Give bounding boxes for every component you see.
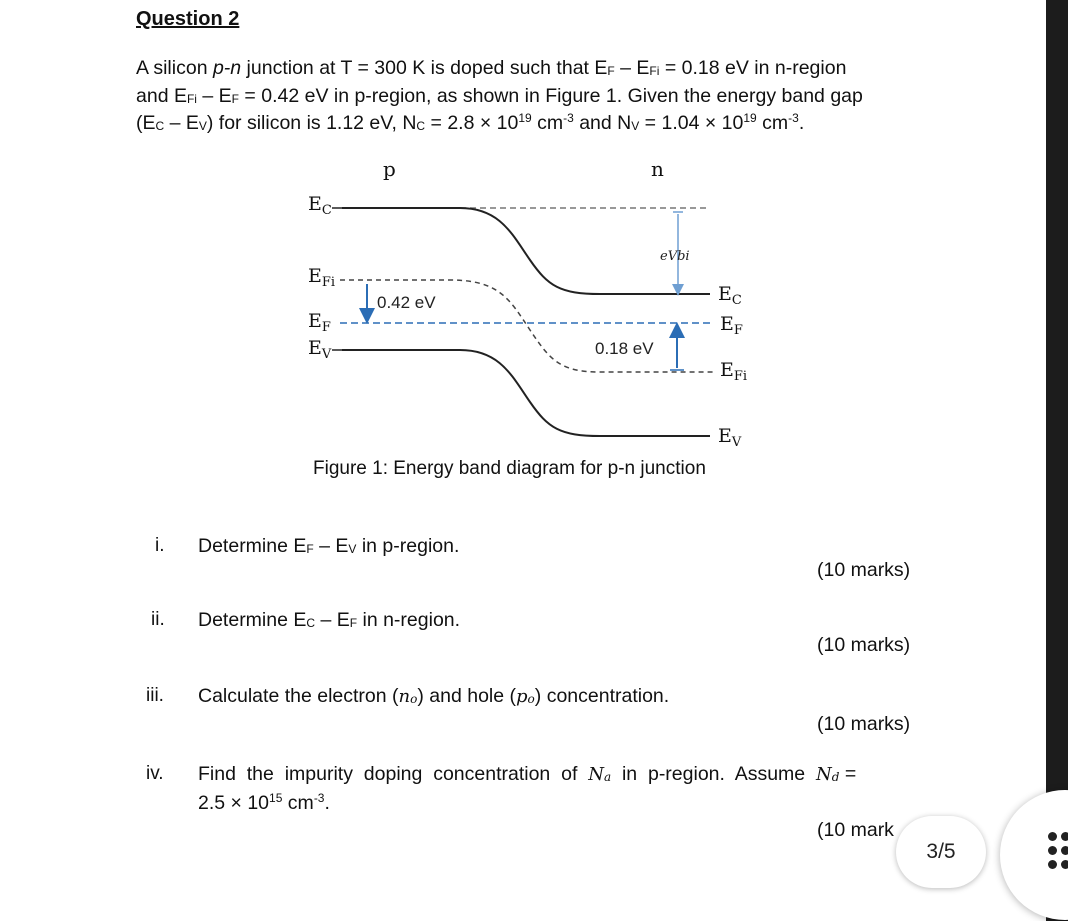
valence-band-curve <box>342 350 710 436</box>
n-gap-label: 0.18 eV <box>595 339 654 358</box>
grip-dots-icon[interactable] <box>1048 832 1068 872</box>
p-gap-label: 0.42 eV <box>377 293 436 312</box>
part-iii-number: iii. <box>146 685 164 706</box>
part-ii-marks: (10 marks) <box>817 634 911 656</box>
evbi-label: eVbi <box>660 249 690 264</box>
viewer-side-panel <box>1046 0 1068 921</box>
intro-line-1: A silicon p-n junction at T = 300 K is doped such that $E_F - E_{Fi} = 0.18$ eV in n-region <box>136 57 847 79</box>
part-iv-text <box>198 761 923 816</box>
intro-line-2: and $E_{Fi} - E_F = 0.42$ eV in p-region, as shown in Figure 1. Given the energy band gap <box>136 84 863 107</box>
right-ef-label: $E_F$ <box>720 313 743 338</box>
part-iv-line-1: Find the impurity doping concentration of $N_a$ in p-region. Assume $N_d$ = <box>198 763 857 785</box>
part-ii-text: Determine $E_C - E_F$ in n-region. <box>198 609 461 631</box>
part-iv-line-2: $2.5 \times 10^{15}$ $cm^{-3}$. <box>198 791 330 814</box>
left-efi-label: $E_{Fi}$ <box>308 265 336 290</box>
part-i-text: Determine $E_F - E_V$ in p-region. <box>198 535 460 557</box>
p-region-label: p <box>383 157 396 181</box>
question-title: Question 2 <box>136 8 240 30</box>
part-iii-text: Calculate the electron $(n_o)$ and hole $(p_o)$ concentration. <box>198 685 670 707</box>
conduction-band-curve <box>342 208 710 294</box>
part-iv-number: iv. <box>146 763 164 784</box>
energy-band-diagram <box>290 150 770 450</box>
right-ec-label: $E_C$ <box>718 283 742 308</box>
right-ev-label: $E_V$ <box>718 425 742 450</box>
part-iii-marks: (10 marks) <box>817 713 911 735</box>
part-ii-number: ii. <box>151 609 165 630</box>
n-region-label: n <box>651 157 664 181</box>
right-efi-label: $E_{Fi}$ <box>720 359 748 384</box>
part-iv-marks: (10 mark <box>817 819 894 841</box>
part-i-number: i. <box>155 535 165 556</box>
left-ec-label: $E_C$ <box>308 193 332 218</box>
left-ev-label: $E_V$ <box>308 337 332 362</box>
question-intro <box>136 56 926 139</box>
intro-line-3: $(E_C - E_V)$ for silicon is 1.12 eV, $N_C = 2.8 \times 10^{19}$ $cm^{-3}$ and $N_V = 1.04 \times 10^{19}$ $cm^{-3}$. <box>136 111 805 134</box>
part-i-marks: (10 marks) <box>817 559 911 581</box>
figure-caption: Figure 1: Energy band diagram for p-n junction <box>313 458 706 479</box>
page-indicator[interactable]: 3/5 <box>896 816 986 888</box>
left-ef-label: $E_F$ <box>308 310 331 335</box>
